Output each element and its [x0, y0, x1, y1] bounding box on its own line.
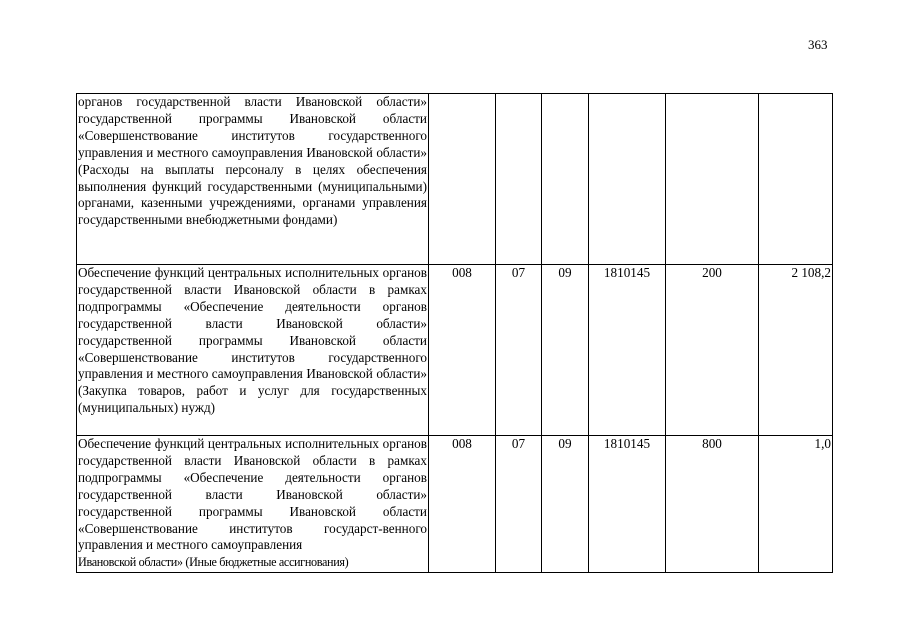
row-amount: 1,0	[759, 436, 833, 573]
row-section: 07	[496, 436, 542, 573]
table-row	[77, 436, 833, 573]
row-section: 07	[496, 265, 542, 436]
row-target: 1810145	[589, 436, 666, 573]
row-amount	[759, 94, 833, 265]
row-description: органов государственной власти Ивановской области» государственной программы Ивановской области «Совершенствование институтов государственного управления и местного самоуправления Ивановской области» (Расходы на выплаты персоналу в целях обеспечения выполнения функций государственными (муниципальными) органами, казенными учреждениями, органами управления государственными внебюджетными фондами)	[77, 94, 429, 265]
row-type	[666, 94, 759, 265]
row-amount: 2 108,2	[759, 265, 833, 436]
row-description: Обеспечение функций центральных исполнительных органов государственной власти Ивановской области в рамках подпрограммы «Обеспечение деятельности органов государственной власти Ивановской области» государственной программы Ивановской области «Совершенствование институтов государственного управления и местного самоуправления Ивановской области» (Закупка товаров, работ и услуг для государственных (муниципальных) нужд)	[77, 265, 429, 436]
row-target: 1810145	[589, 265, 666, 436]
row-code	[429, 94, 496, 265]
row-type: 800	[666, 436, 759, 573]
budget-table	[76, 93, 833, 573]
row-code: 008	[429, 436, 496, 573]
row-subsection	[542, 94, 589, 265]
row-code: 008	[429, 265, 496, 436]
row-subsection: 09	[542, 265, 589, 436]
page-number: 363	[808, 37, 828, 52]
row-target	[589, 94, 666, 265]
row-subsection: 09	[542, 436, 589, 573]
row-description-cell	[77, 436, 429, 573]
row-type: 200	[666, 265, 759, 436]
row-description-tail: Ивановской области» (Иные бюджетные ассигнования)	[78, 555, 349, 570]
table-row	[77, 94, 833, 265]
row-section	[496, 94, 542, 265]
table-row	[77, 265, 833, 436]
row-description: Обеспечение функций центральных исполнительных органов государственной власти Ивановской области в рамках подпрограммы «Обеспечение деятельности органов государственной власти Ивановской области» государственной программы Ивановской области «Совершенствование институтов государст-венного управления и местного самоуправления	[78, 436, 427, 553]
